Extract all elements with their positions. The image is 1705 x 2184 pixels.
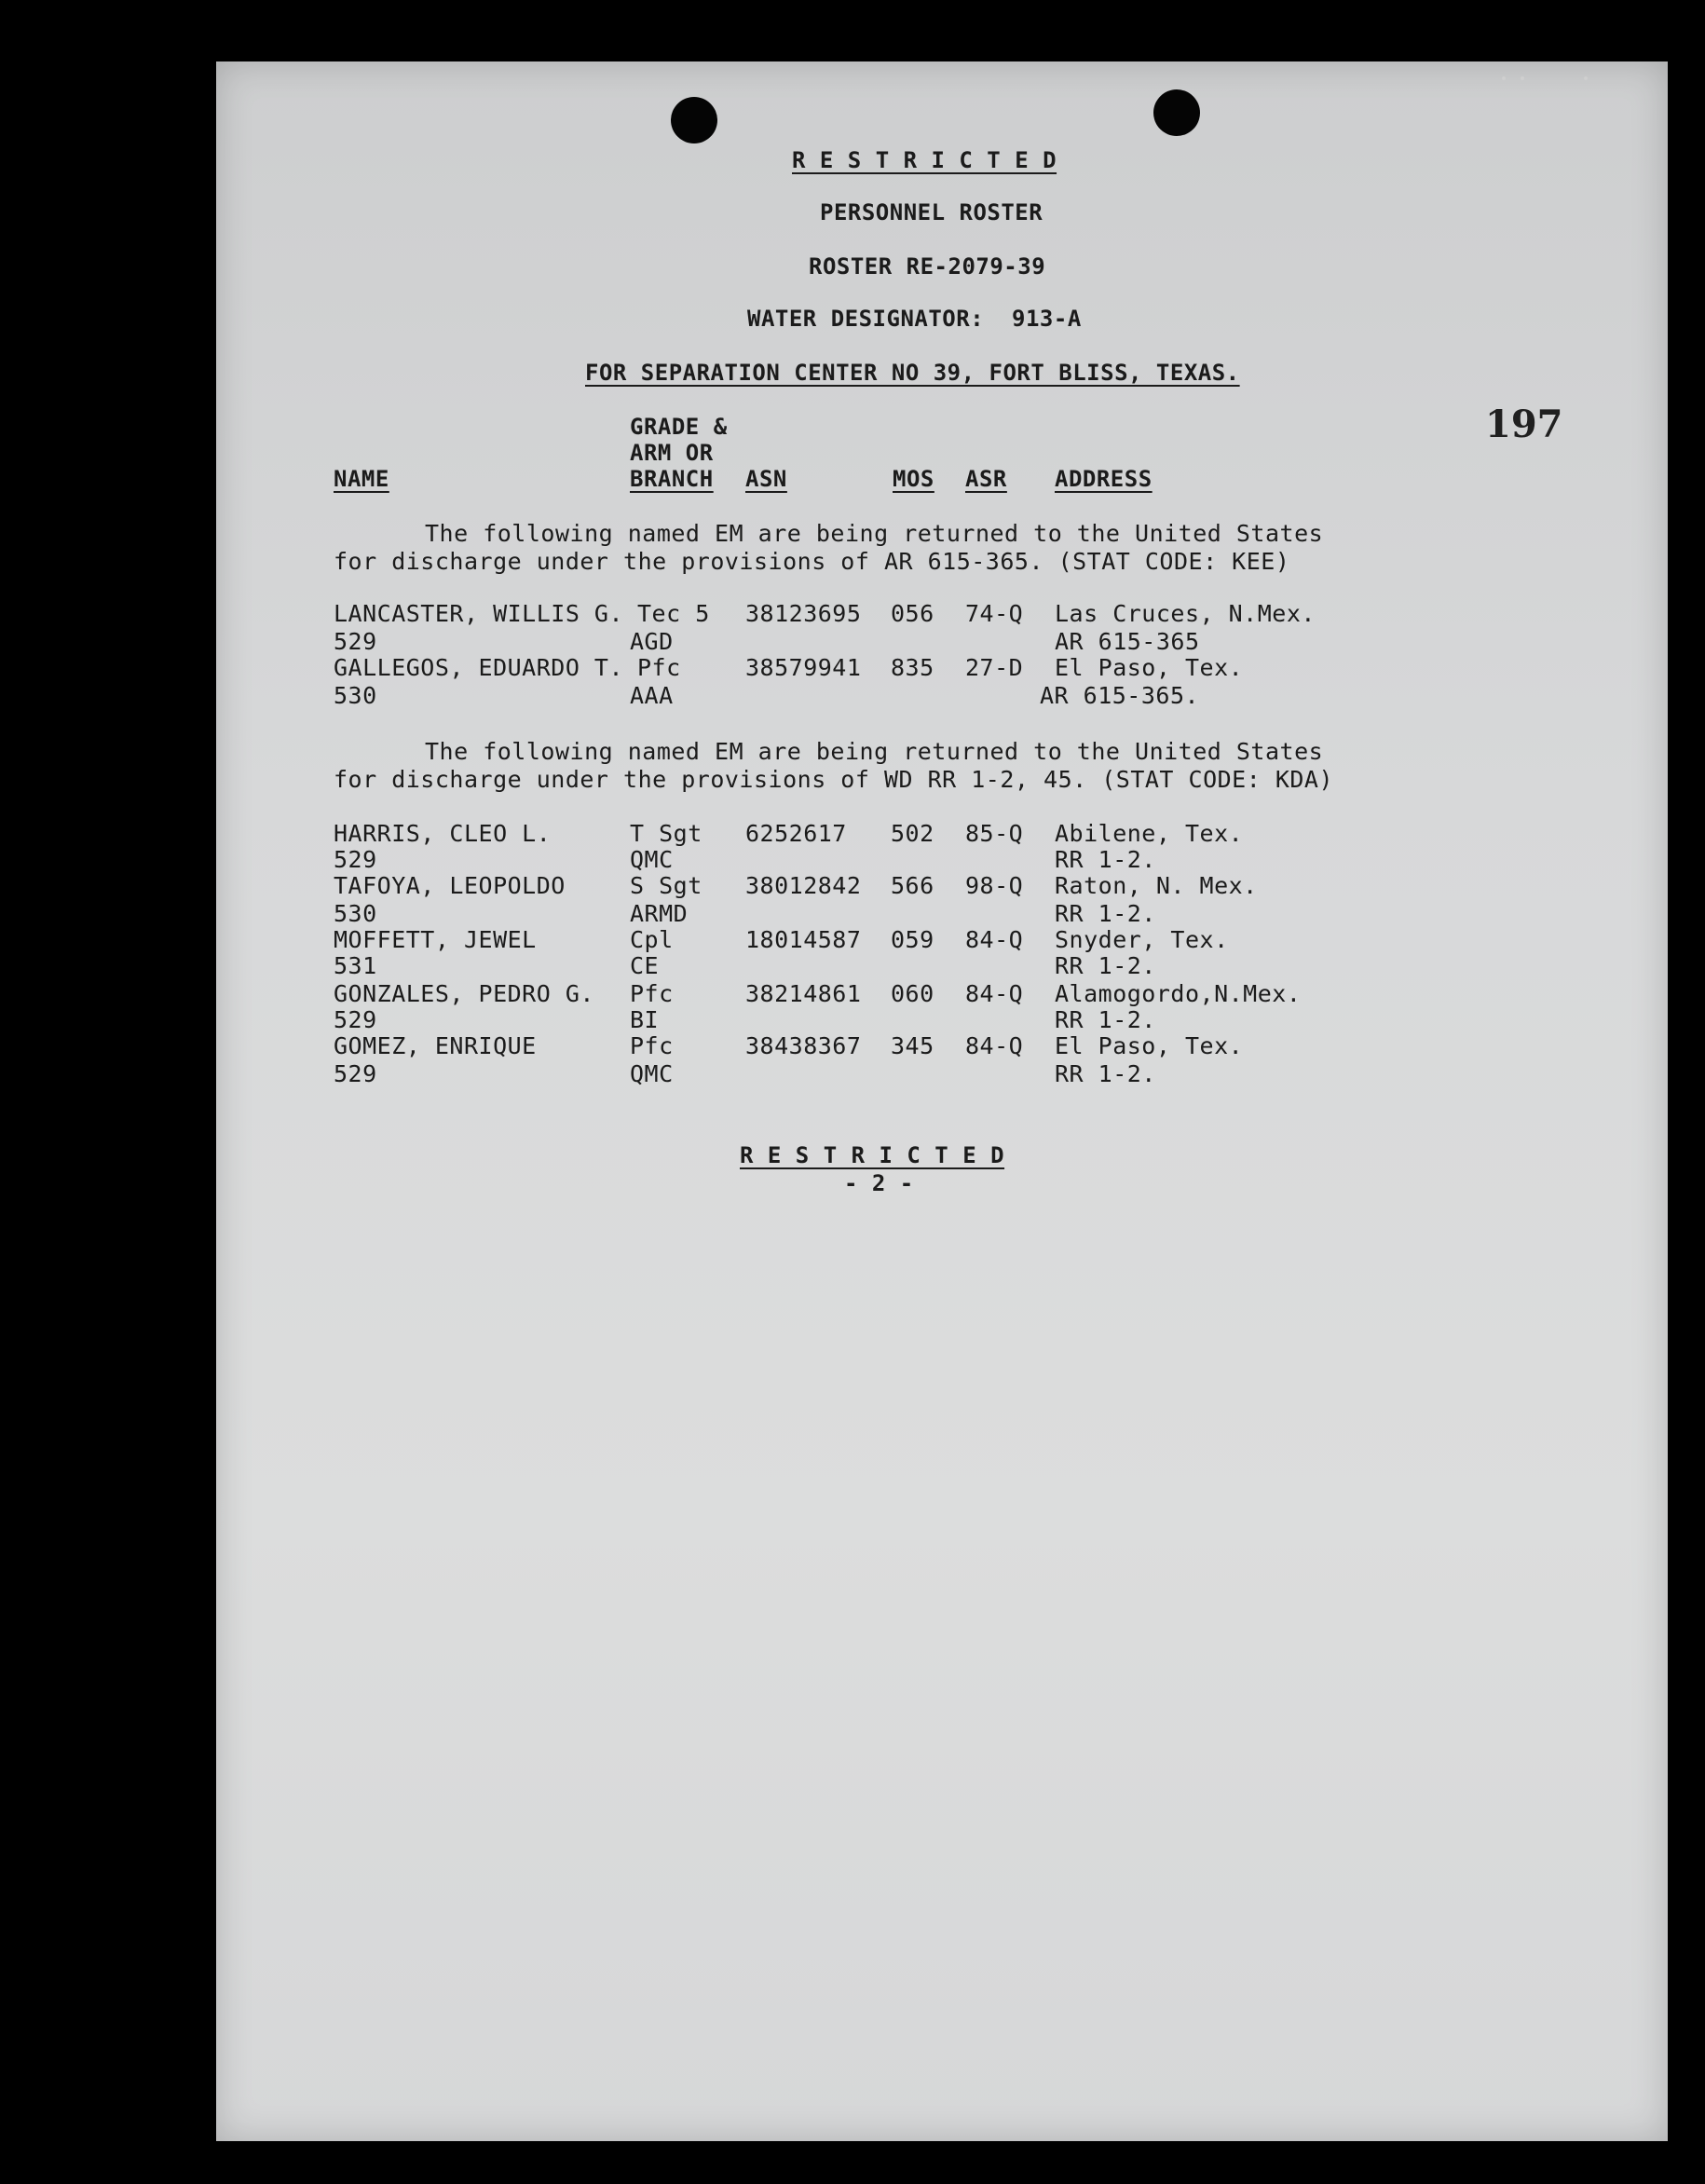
roster-asr: 85-Q — [965, 820, 1024, 847]
roster-address-line2: RR 1-2. — [1055, 846, 1156, 873]
roster-mos: 056 — [891, 600, 934, 627]
restricted-header: R E S T R I C T E D — [792, 147, 1057, 173]
page-number: - 2 - — [844, 1170, 914, 1196]
roster-asn: 38123695 — [745, 600, 862, 627]
section2-intro-line1: The following named EM are being returned to the United States — [425, 738, 1324, 765]
roster-asr: 74-Q — [965, 600, 1024, 627]
roster-address-line2: AR 615-365. — [1040, 682, 1200, 709]
speck — [1584, 76, 1588, 80]
section1-intro-line2: for discharge under the provisions of AR 615-365. (STAT CODE: KEE) — [334, 548, 1290, 575]
section1-intro-line1: The following named EM are being returned to the United States — [425, 520, 1324, 547]
document-title: PERSONNEL ROSTER — [820, 199, 1043, 225]
roster-asn: 38214861 — [745, 980, 862, 1007]
roster-grade: Pfc — [630, 980, 674, 1007]
roster-branch: CE — [630, 952, 660, 979]
roster-name: HARRIS, CLEO L. — [334, 820, 552, 847]
roster-branch: QMC — [630, 1060, 674, 1087]
roster-asr: 84-Q — [965, 926, 1024, 953]
roster-asr: 98-Q — [965, 872, 1024, 899]
roster-address: Alamogordo,N.Mex. — [1055, 980, 1302, 1007]
col-asn: ASN — [745, 466, 787, 492]
roster-mos: 060 — [891, 980, 934, 1007]
speck — [1502, 76, 1506, 80]
roster-address-line2: RR 1-2. — [1055, 952, 1156, 979]
roster-address: El Paso, Tex. — [1055, 654, 1244, 681]
roster-name: MOFFETT, JEWEL — [334, 926, 537, 953]
roster-address: El Paso, Tex. — [1055, 1032, 1244, 1059]
roster-grade: S Sgt — [630, 872, 702, 899]
roster-asn: 38438367 — [745, 1032, 862, 1059]
col-branch: BRANCH — [630, 466, 714, 492]
roster-asr: 27-D — [965, 654, 1024, 681]
col-name: NAME — [334, 466, 389, 492]
roster-unit: 531 — [334, 952, 377, 979]
roster-unit: 530 — [334, 682, 377, 709]
roster-name: TAFOYA, LEOPOLDO — [334, 872, 566, 899]
roster-branch: ARMD — [630, 900, 689, 927]
roster-unit: 529 — [334, 1060, 377, 1087]
roster-name: GONZALES, PEDRO G. — [334, 980, 594, 1007]
col-grade-line1: GRADE & — [630, 414, 728, 440]
roster-grade: Pfc — [637, 654, 681, 681]
roster-asr: 84-Q — [965, 980, 1024, 1007]
roster-asr: 84-Q — [965, 1032, 1024, 1059]
roster-branch: BI — [630, 1006, 660, 1033]
roster-grade: T Sgt — [630, 820, 702, 847]
water-designator: WATER DESIGNATOR: 913-A — [747, 306, 1082, 332]
punch-hole-left — [671, 97, 717, 143]
roster-mos: 059 — [891, 926, 934, 953]
section2-intro-line2: for discharge under the provisions of WD RR 1-2, 45. (STAT CODE: KDA) — [334, 766, 1334, 793]
roster-asn: 6252617 — [745, 820, 847, 847]
roster-address: Abilene, Tex. — [1055, 820, 1244, 847]
roster-mos: 345 — [891, 1032, 934, 1059]
roster-unit: 529 — [334, 1006, 377, 1033]
roster-branch: AGD — [630, 628, 674, 655]
roster-grade: Tec 5 — [637, 600, 710, 627]
roster-address: Raton, N. Mex. — [1055, 872, 1258, 899]
col-grade-line2: ARM OR — [630, 440, 714, 466]
roster-name: LANCASTER, WILLIS G. — [334, 600, 624, 627]
col-asr: ASR — [965, 466, 1007, 492]
roster-address-line2: RR 1-2. — [1055, 1060, 1156, 1087]
roster-address: Las Cruces, N.Mex. — [1055, 600, 1316, 627]
col-mos: MOS — [893, 466, 934, 492]
roster-address-line2: RR 1-2. — [1055, 900, 1156, 927]
roster-unit: 529 — [334, 628, 377, 655]
speck — [1521, 76, 1524, 80]
roster-number: ROSTER RE-2079-39 — [809, 253, 1046, 280]
page-stamp: 197 — [1485, 403, 1563, 446]
roster-name: GALLEGOS, EDUARDO T. — [334, 654, 624, 681]
roster-grade: Pfc — [630, 1032, 674, 1059]
punch-hole-right — [1153, 89, 1200, 136]
roster-asn: 38579941 — [745, 654, 862, 681]
roster-address: Snyder, Tex. — [1055, 926, 1229, 953]
col-address: ADDRESS — [1055, 466, 1153, 492]
roster-name: GOMEZ, ENRIQUE — [334, 1032, 537, 1059]
roster-unit: 530 — [334, 900, 377, 927]
restricted-footer: R E S T R I C T E D — [740, 1142, 1005, 1168]
roster-asn: 38012842 — [745, 872, 862, 899]
roster-asn: 18014587 — [745, 926, 862, 953]
separation-center: FOR SEPARATION CENTER NO 39, FORT BLISS, TEXAS. — [585, 360, 1240, 386]
roster-unit: 529 — [334, 846, 377, 873]
roster-mos: 566 — [891, 872, 934, 899]
roster-grade: Cpl — [630, 926, 674, 953]
roster-mos: 835 — [891, 654, 934, 681]
roster-address-line2: AR 615-365 — [1055, 628, 1200, 655]
roster-branch: AAA — [630, 682, 674, 709]
roster-branch: QMC — [630, 846, 674, 873]
roster-mos: 502 — [891, 820, 934, 847]
roster-address-line2: RR 1-2. — [1055, 1006, 1156, 1033]
